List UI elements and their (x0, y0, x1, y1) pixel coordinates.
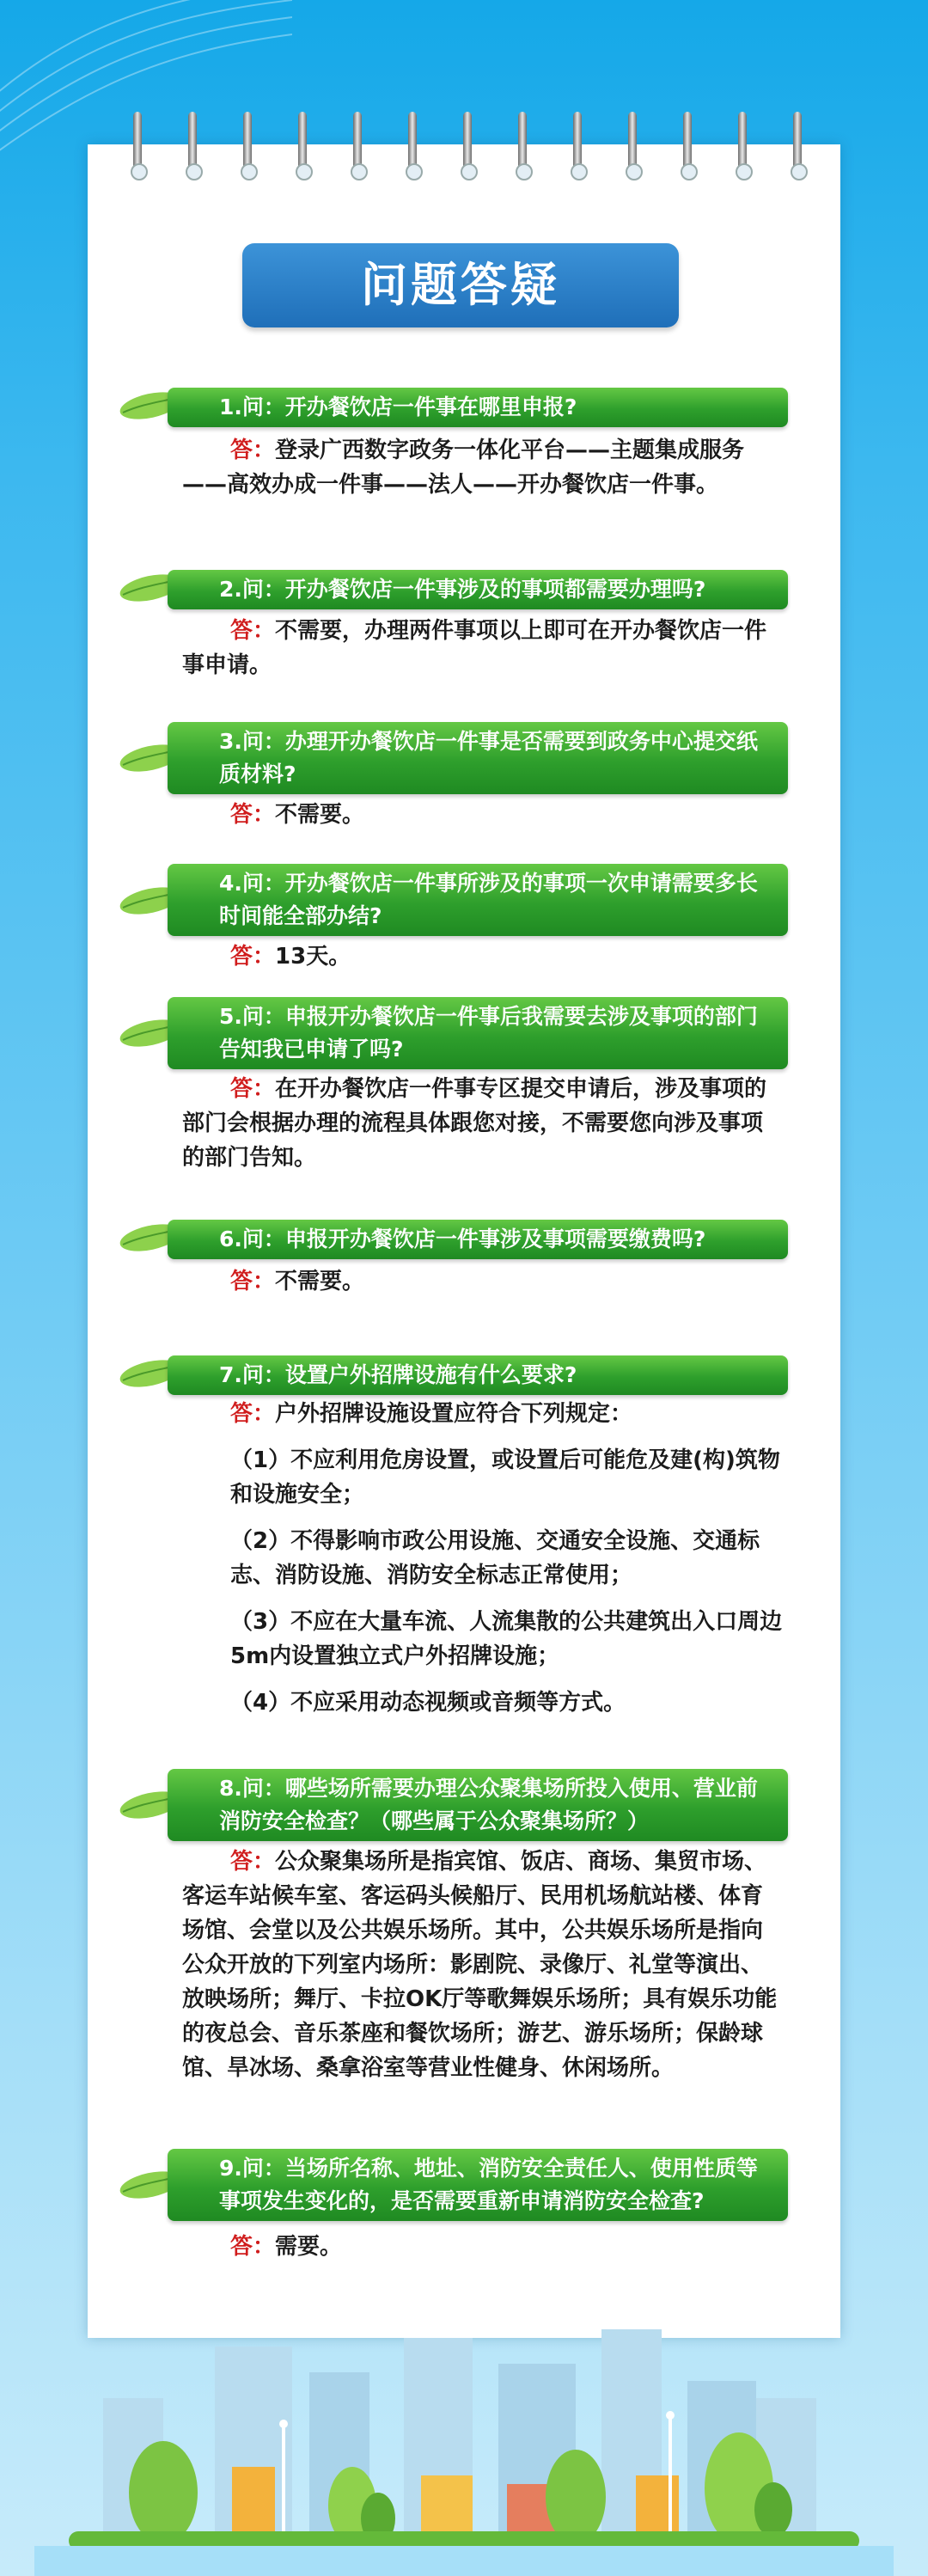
binding-ring (298, 112, 307, 175)
answer-label: 答： (230, 1401, 276, 1427)
answer-text: 需要。 (275, 2234, 343, 2260)
answer-text: 户外招牌设施设置应符合下列规定： (275, 1401, 633, 1427)
question-bar: 8.问：哪些场所需要办理公众聚集场所投入使用、营业前消防安全检查？（哪些属于公众聚集场所？） (168, 1769, 788, 1841)
question-bar: 1.问：开办餐饮店一件事在哪里申报? (168, 388, 788, 427)
page-title: 问题答疑 (242, 243, 679, 327)
binding-ring (243, 112, 252, 175)
answer-label: 答： (230, 802, 276, 828)
answer-label: 答： (230, 2234, 276, 2260)
binding-ring (518, 112, 527, 175)
answer-text: 不需要。 (275, 802, 365, 828)
answer-text: 公众聚集场所是指宾馆、饭店、商场、集贸市场、客运车站候车室、客运码头候船厅、民用机场航站楼、体育场馆、会堂以及公共娱乐场所。其中，公共娱乐场所是指向公众开放的下列室内场所：影剧院、录像厅、礼堂等演出、放映场所；舞厅、卡拉OK厅等歌舞娱乐场所；具有娱乐功能的夜总会、音乐茶座和餐饮场所；游艺、游乐场所；保龄球馆、旱冰场、桑拿浴室等营业性健身、休闲场所。 (182, 1849, 778, 2081)
requirement-item: （4）不应采用动态视频或音频等方式。 (230, 1690, 626, 1716)
answer-text: 不需要，办理两件事项以上即可在开办餐饮店一件事申请。 (182, 618, 767, 678)
requirement-item: （3）不应在大量车流、人流集散的公共建筑出入口周边5m内设置独立式户外招牌设施； (230, 1609, 783, 1669)
question-bar: 5.问：申报开办餐饮店一件事后我需要去涉及事项的部门告知我已申请了吗? (168, 997, 788, 1069)
answer-block (182, 1264, 784, 1299)
answer-block (182, 939, 784, 974)
answer-text: 登录广西数字政务一体化平台——主题集成服务——高效办成一件事——法人——开办餐饮店一件事。 (182, 437, 745, 498)
answer-text: 在开办餐饮店一件事专区提交申请后，涉及事项的部门会根据办理的流程具体跟您对接，不需要您向涉及事项的部门告知。 (182, 1076, 767, 1171)
answer-block (182, 1845, 784, 2085)
binding-ring (738, 112, 747, 175)
city-illustration (0, 2321, 928, 2576)
binding-ring (353, 112, 362, 175)
binding-ring (463, 112, 472, 175)
answer-label: 答： (230, 437, 276, 463)
answer-label: 答： (230, 1849, 276, 1875)
binding-ring (408, 112, 417, 175)
binding-ring (793, 112, 802, 175)
spiral-binding (120, 112, 808, 181)
answer-text: 13天。 (275, 944, 351, 970)
answer-block (182, 798, 784, 832)
binding-ring (573, 112, 582, 175)
answer-label: 答： (230, 1076, 276, 1102)
answer-block (182, 614, 784, 682)
answer-label: 答： (230, 1269, 276, 1294)
binding-ring (133, 112, 142, 175)
question-bar: 4.问：开办餐饮店一件事所涉及的事项一次申请需要多长时间能全部办结? (168, 864, 788, 936)
question-bar: 7.问：设置户外招牌设施有什么要求? (168, 1355, 788, 1395)
binding-ring (188, 112, 197, 175)
binding-ring (628, 112, 637, 175)
question-bar: 9.问：当场所名称、地址、消防安全责任人、使用性质等事项发生变化的，是否需要重新申请消防安全检查? (168, 2149, 788, 2221)
answer-text: 不需要。 (275, 1269, 365, 1294)
answer-block (182, 1072, 784, 1175)
requirement-item: （2）不得影响市政公用设施、交通安全设施、交通标志、消防设施、消防安全标志正常使用； (230, 1528, 760, 1588)
answer-block (182, 433, 784, 502)
binding-ring (683, 112, 692, 175)
question-bar: 6.问：申报开办餐饮店一件事涉及事项需要缴费吗? (168, 1220, 788, 1259)
answer-block (182, 1397, 784, 1720)
answer-label: 答： (230, 618, 276, 644)
answer-block (182, 2230, 784, 2264)
answer-label: 答： (230, 944, 276, 970)
requirement-item: （1）不应利用危房设置，或设置后可能危及建(构)筑物和设施安全； (230, 1447, 780, 1508)
question-bar: 3.问：办理开办餐饮店一件事是否需要到政务中心提交纸质材料? (168, 722, 788, 794)
question-bar: 2.问：开办餐饮店一件事涉及的事项都需要办理吗? (168, 570, 788, 609)
